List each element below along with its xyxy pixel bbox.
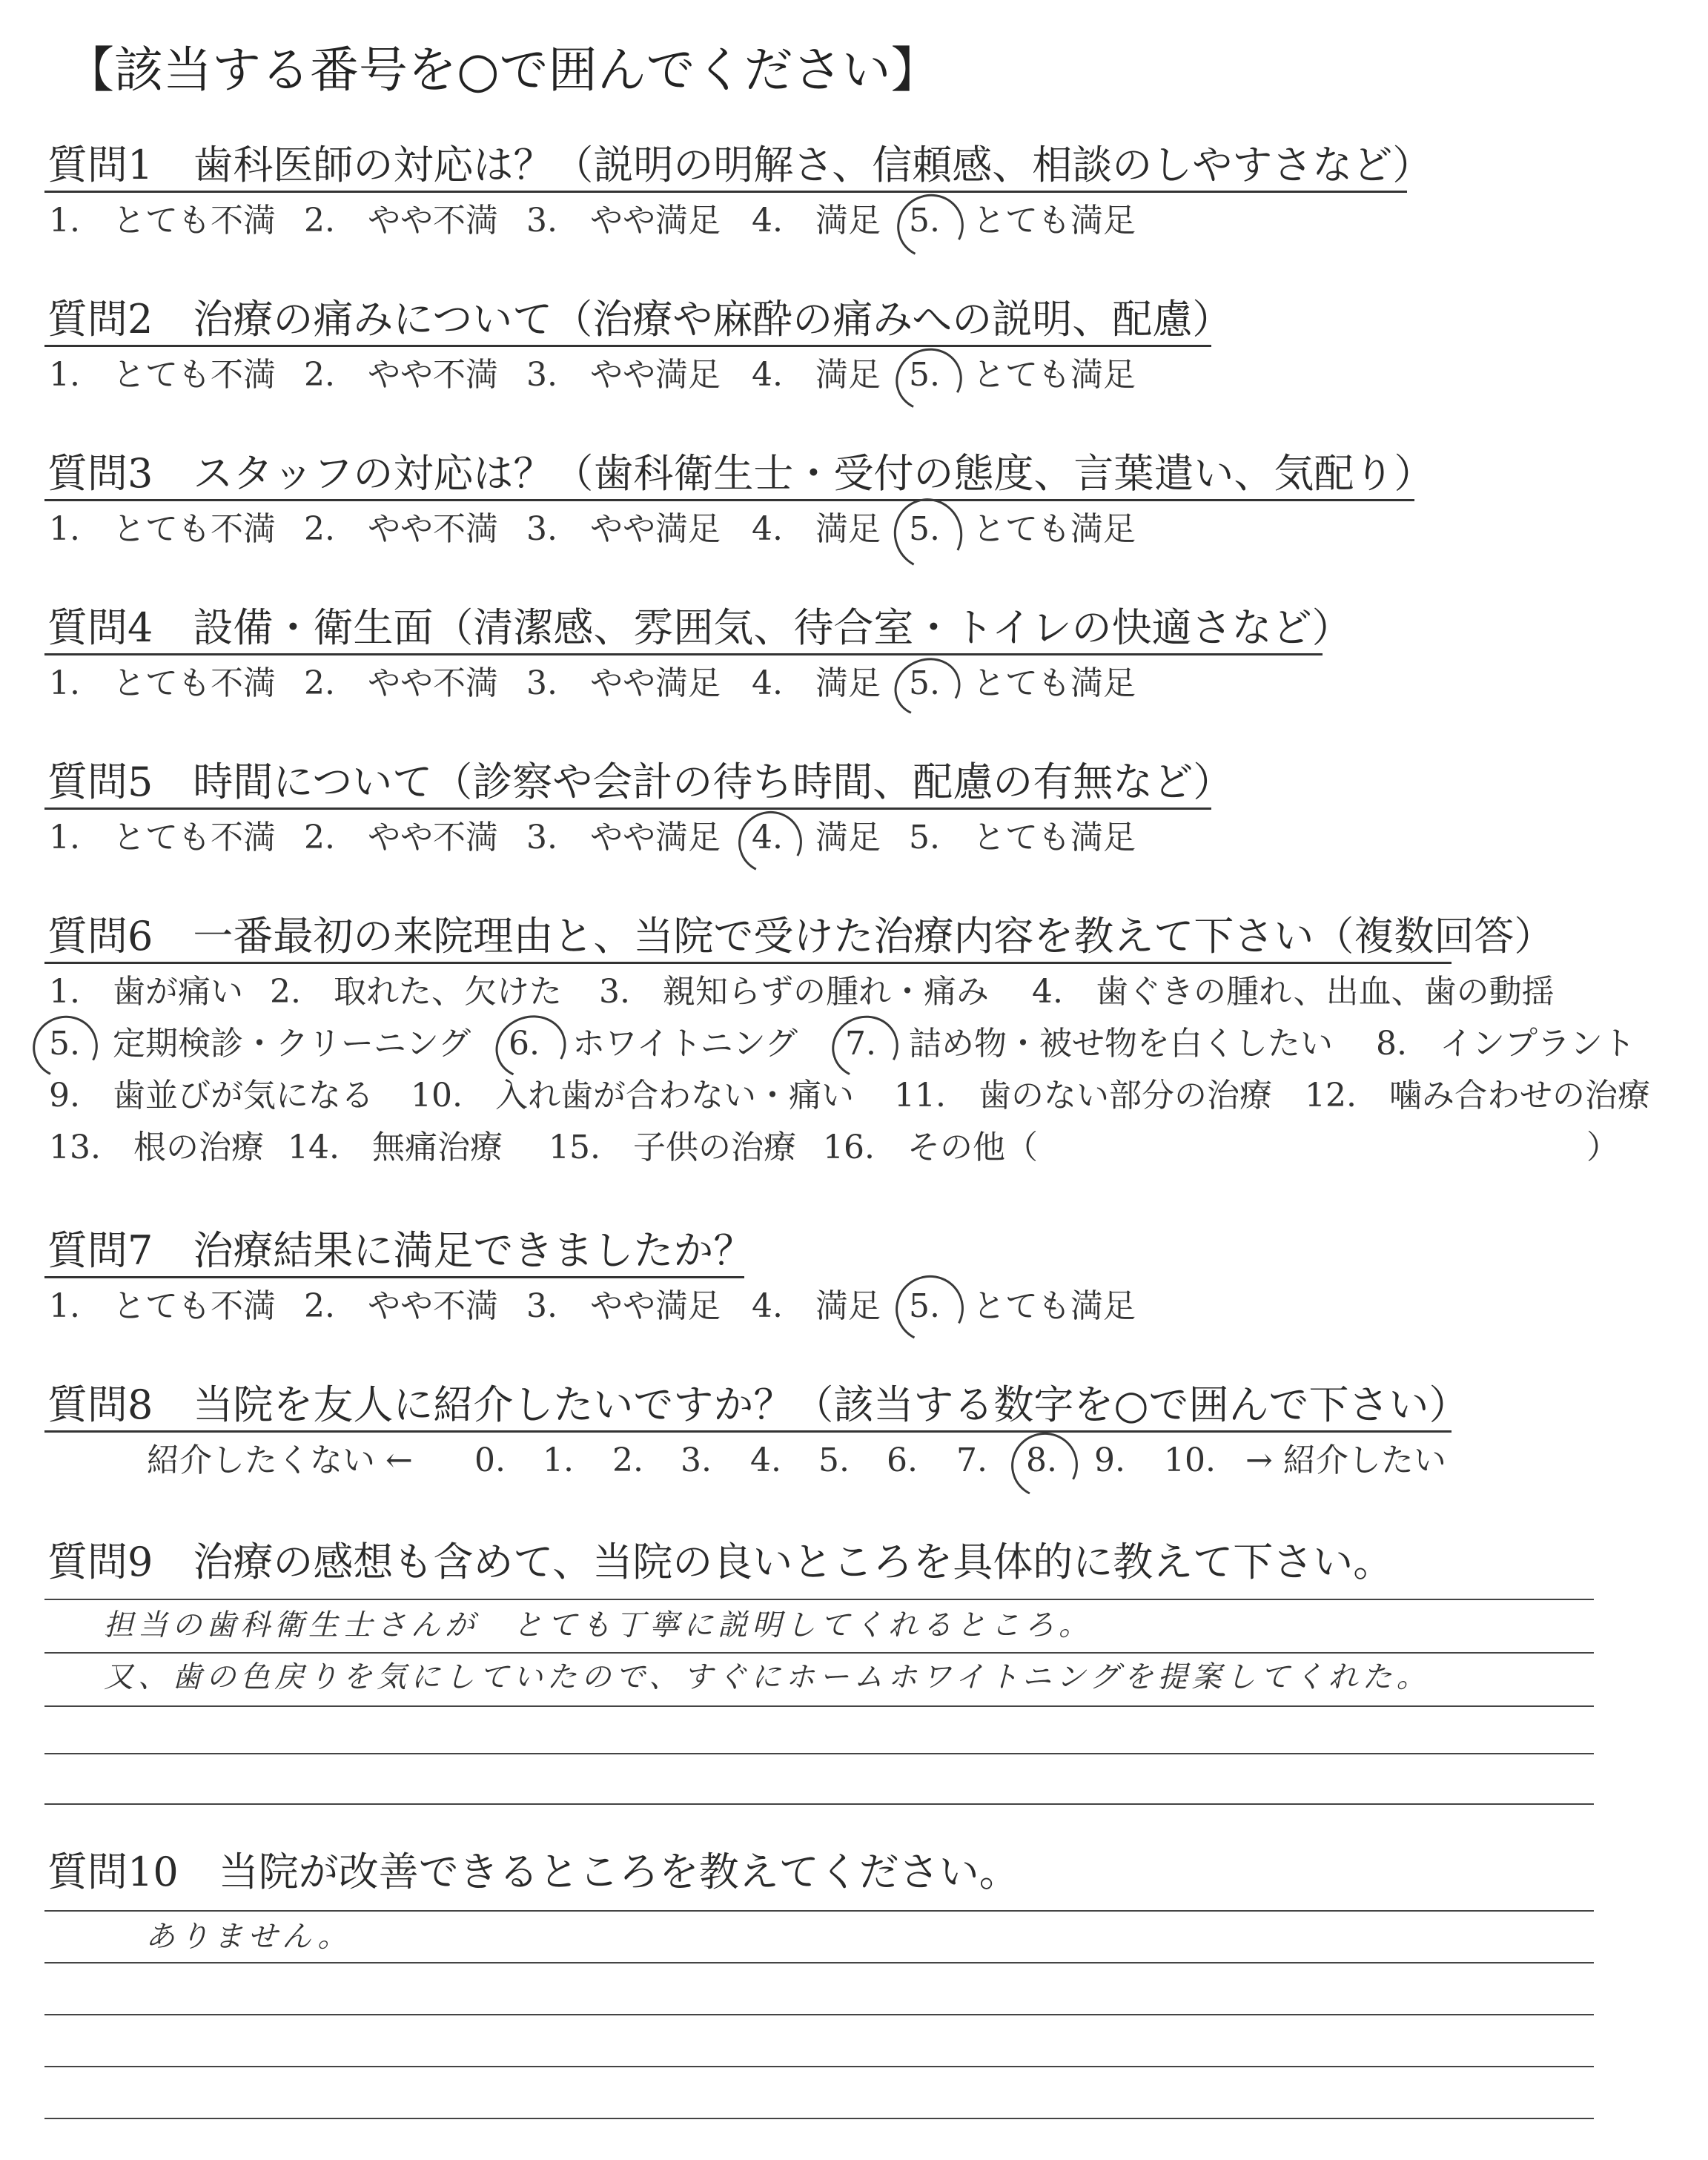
q4-option-2[interactable]: 2. やや不満 <box>304 664 498 702</box>
q6-option-7[interactable]: 7. 詰め物・被せ物を白くしたい <box>845 1025 1333 1063</box>
q6-option-8[interactable]: 8. インプラント <box>1376 1025 1635 1063</box>
q6-option-1[interactable]: 1. 歯が痛い <box>49 973 243 1011</box>
q10-answer-line-1 <box>44 1910 1594 1912</box>
question-1-title: 質問1 歯科医師の対応は？（説明の明解さ、信頼感、相談のしやすさなど） <box>47 142 1433 188</box>
q10-answer-line-2 <box>44 1962 1594 1964</box>
q9-answer-line-4 <box>44 1753 1594 1754</box>
q6-option-14[interactable]: 14. 無痛治療 <box>288 1129 503 1166</box>
q6-option-2[interactable]: 2. 取れた、欠けた <box>270 973 562 1011</box>
q3-option-1[interactable]: 1. とても不満 <box>49 510 276 548</box>
q6-selection-circle-7 <box>824 1007 907 1087</box>
q9-answer-line-3 <box>44 1705 1594 1707</box>
question-3-title: 質問3 スタッフの対応は？（歯科衛生士・受付の態度、言葉遣い、気配り） <box>47 450 1434 497</box>
q8-scale-0[interactable]: 0. <box>474 1441 506 1479</box>
q6-option-9[interactable]: 9. 歯並びが気になる <box>49 1077 374 1114</box>
q1-option-1[interactable]: 1. とても不満 <box>49 202 276 240</box>
question-5-title: 質問5 時間について（診察や会計の待ち時間、配慮の有無など） <box>47 759 1234 805</box>
q5-option-1[interactable]: 1. とても不満 <box>49 819 276 856</box>
q9-handwritten-answer-2: 又、歯の色戻りを気にしていたので、すぐにホームホワイトニングを提案してくれた。 <box>104 1660 1431 1694</box>
q8-scale-6[interactable]: 6. <box>887 1441 918 1479</box>
q6-option-11[interactable]: 11. 歯のない部分の治療 <box>894 1077 1272 1114</box>
question-4-title: 質問4 設備・衛生面（清潔感、雰囲気、待合室・トイレの快適さなど） <box>47 604 1352 651</box>
q5-option-5[interactable]: 5. とても満足 <box>909 819 1136 856</box>
q8-scale-2[interactable]: 2. <box>612 1441 643 1479</box>
q7-selection-circle <box>887 1266 972 1351</box>
q1-option-2[interactable]: 2. やや不満 <box>304 202 498 240</box>
q6-selection-circle-6 <box>487 1006 574 1088</box>
q8-scale-10[interactable]: 10. <box>1164 1441 1216 1479</box>
q6-option-10[interactable]: 10. 入れ歯が合わない・痛い <box>411 1077 854 1114</box>
q1-selection-circle <box>889 185 972 267</box>
q8-left-label: 紹介したくない ← <box>147 1441 413 1479</box>
q8-scale-3[interactable]: 3. <box>681 1441 712 1479</box>
q8-scale-1[interactable]: 1. <box>543 1441 574 1479</box>
q3-selection-circle <box>884 489 971 578</box>
q2-option-1[interactable]: 1. とても不満 <box>49 356 276 394</box>
q9-answer-line-2 <box>44 1652 1594 1654</box>
q2-option-4[interactable]: 4. 満足 <box>752 356 881 394</box>
q6-option-4[interactable]: 4. 歯ぐきの腫れ、出血、歯の動揺 <box>1032 973 1555 1011</box>
form-header: 【該当する番号を○で囲んでください】 <box>65 42 940 99</box>
question-8-title: 質問8 当院を友人に紹介したいですか？（該当する数字を○で囲んで下さい） <box>47 1381 1469 1428</box>
q8-scale-9[interactable]: 9. <box>1094 1441 1125 1479</box>
question-7-underline <box>44 1276 744 1278</box>
q7-option-4[interactable]: 4. 満足 <box>752 1287 881 1325</box>
question-4-underline <box>44 653 1323 655</box>
question-6-underline <box>44 962 1452 964</box>
question-2-underline <box>44 345 1211 347</box>
q6-option-13[interactable]: 13. 根の治療 <box>49 1129 264 1166</box>
q8-scale-8[interactable]: 8. <box>1026 1441 1057 1479</box>
q5-option-2[interactable]: 2. やや不満 <box>304 819 498 856</box>
q6-option-12[interactable]: 12. 噛み合わせの治療 <box>1305 1077 1650 1114</box>
q4-option-3[interactable]: 3. やや満足 <box>526 664 721 702</box>
q8-selection-circle <box>1003 1424 1087 1507</box>
q6-other-close-paren: ） <box>1586 1129 1619 1166</box>
q6-option-6[interactable]: 6. ホワイトニング <box>509 1025 798 1063</box>
q5-option-4[interactable]: 4. 満足 <box>752 819 881 856</box>
q8-right-label: → 紹介したい <box>1245 1441 1446 1479</box>
q2-option-5[interactable]: 5. とても満足 <box>909 356 1136 394</box>
q7-option-2[interactable]: 2. やや不満 <box>304 1287 498 1325</box>
q6-option-3[interactable]: 3. 親知らずの腫れ・痛み <box>599 973 989 1011</box>
question-1-underline <box>44 191 1407 193</box>
q9-answer-line-5 <box>44 1803 1594 1805</box>
q1-option-5[interactable]: 5. とても満足 <box>909 202 1136 240</box>
question-8-underline <box>44 1430 1452 1433</box>
q10-handwritten-answer: ありません。 <box>145 1920 352 1954</box>
q2-selection-circle <box>887 340 970 420</box>
question-5-underline <box>44 807 1211 810</box>
q3-option-3[interactable]: 3. やや満足 <box>526 510 721 548</box>
question-9-title: 質問9 治療の感想も含めて、当院の良いところを具体的に教えて下さい。 <box>47 1539 1394 1585</box>
q10-answer-line-5 <box>44 2118 1594 2119</box>
q7-option-5[interactable]: 5. とても満足 <box>909 1287 1136 1325</box>
q3-option-4[interactable]: 4. 満足 <box>752 510 881 548</box>
q5-selection-circle <box>730 803 810 882</box>
q4-option-4[interactable]: 4. 満足 <box>752 664 881 702</box>
q6-option-16[interactable]: 16. その他（ <box>823 1129 1038 1166</box>
q8-scale-5[interactable]: 5. <box>818 1441 850 1479</box>
q8-scale-4[interactable]: 4. <box>750 1441 781 1479</box>
q3-option-5[interactable]: 5. とても満足 <box>909 510 1136 548</box>
q4-option-5[interactable]: 5. とても満足 <box>909 664 1136 702</box>
q2-option-3[interactable]: 3. やや満足 <box>526 356 721 394</box>
question-7-title: 質問7 治療結果に満足できましたか？ <box>47 1227 754 1274</box>
q6-option-5[interactable]: 5. 定期検診・クリーニング <box>49 1025 471 1063</box>
question-10-title: 質問10 当院が改善できるところを教えてください。 <box>47 1849 1019 1895</box>
question-6-title: 質問6 一番最初の来院理由と、当院で受けた治療内容を教えて下さい（複数回答） <box>47 913 1555 960</box>
q9-handwritten-answer-1: 担当の歯科衛生士さんが とても丁寧に説明してくれるところ。 <box>104 1608 1093 1642</box>
q4-option-1[interactable]: 1. とても不満 <box>49 664 276 702</box>
q4-selection-circle <box>887 650 968 725</box>
q10-answer-line-3 <box>44 2014 1594 2015</box>
q7-option-3[interactable]: 3. やや満足 <box>526 1287 721 1325</box>
q8-scale-7[interactable]: 7. <box>956 1441 987 1479</box>
question-2-title: 質問2 治療の痛みについて（治療や麻酔の痛みへの説明、配慮） <box>47 296 1233 343</box>
q5-option-3[interactable]: 3. やや満足 <box>526 819 721 856</box>
q7-option-1[interactable]: 1. とても不満 <box>49 1287 276 1325</box>
q9-answer-line-1 <box>44 1599 1594 1600</box>
question-3-underline <box>44 499 1414 501</box>
q2-option-2[interactable]: 2. やや不満 <box>304 356 498 394</box>
q10-answer-line-4 <box>44 2066 1594 2067</box>
q1-option-3[interactable]: 3. やや満足 <box>526 202 721 240</box>
q6-selection-circle-5 <box>24 1007 106 1086</box>
q1-option-4[interactable]: 4. 満足 <box>752 202 881 240</box>
q6-option-15[interactable]: 15. 子供の治療 <box>549 1129 796 1166</box>
q3-option-2[interactable]: 2. やや不満 <box>304 510 498 548</box>
